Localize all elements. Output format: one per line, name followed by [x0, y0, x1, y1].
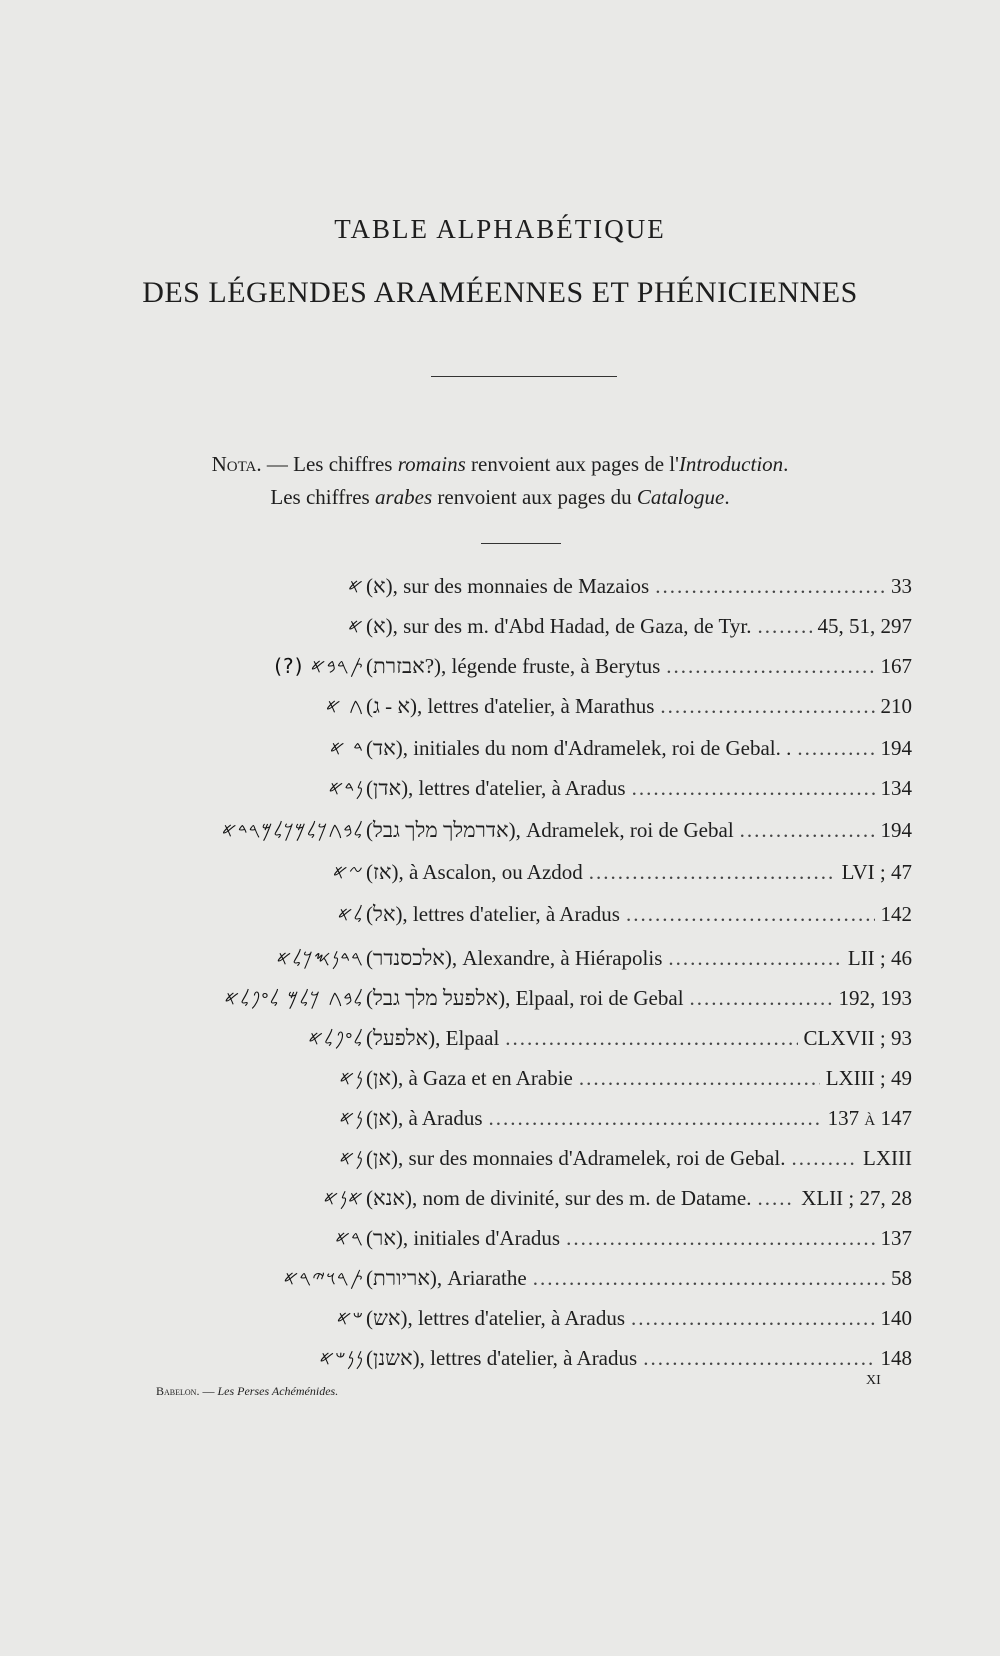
entry-text: (א), sur des monnaies de Mazaios — [366, 574, 650, 598]
dot-leader — [579, 1066, 820, 1091]
entry-text: (אר), initiales d'Aradus — [366, 1226, 561, 1250]
entry-pages: 137 — [880, 1226, 912, 1250]
dot-leader — [631, 1306, 874, 1331]
index-entry — [0, 772, 1000, 812]
phoenician-legend: 𐤕𐤓𐤅𐤉𐤓𐤀 — [283, 1266, 364, 1290]
phoenician-legend: 𐤓𐤀 — [335, 1226, 364, 1250]
index-entry — [0, 732, 1000, 772]
phoenician-legend: 𐤀 — [348, 614, 364, 638]
entry-pages: 33 — [891, 574, 912, 598]
entry-text: (אן), sur des monnaies d'Adramelek, roi de Gebal. — [366, 1146, 786, 1170]
entry-pages: 148 — [880, 1346, 912, 1370]
page-number: XI — [866, 1373, 881, 1388]
entry-pages: 140 — [880, 1306, 912, 1330]
phoenician-legend: 𐤍𐤀 — [339, 1106, 364, 1130]
footer-work-title: Les Perses Achéménides. — [217, 1384, 339, 1398]
entry-pages: LXIII ; 49 — [825, 1066, 912, 1090]
entry-pages: 194 — [880, 736, 912, 760]
phoenician-legend: 𐤀 — [348, 574, 364, 598]
entry-pages: LII ; 46 — [847, 946, 912, 970]
index-entry — [0, 1262, 1000, 1302]
dot-leader — [757, 1186, 795, 1211]
index-entry — [0, 650, 1000, 690]
entry-text: (אריורת), Ariarathe — [366, 1266, 527, 1290]
entry-pages: XLII ; 27, 28 — [801, 1186, 912, 1210]
dot-leader — [757, 614, 811, 639]
dot-leader — [626, 902, 875, 927]
dot-leader — [740, 818, 875, 843]
nota-divider — [481, 543, 561, 544]
dot-leader — [690, 986, 833, 1011]
dot-leader — [655, 574, 885, 599]
nota-block — [0, 448, 1000, 514]
entry-text: (אן), à Gaza et en Arabie — [366, 1066, 573, 1090]
footer-author: Babelon. — [156, 1384, 200, 1398]
dot-leader — [791, 1146, 857, 1171]
nota-label: Nota. — [211, 452, 262, 476]
dot-leader — [632, 776, 875, 801]
index-entry — [0, 1342, 1000, 1382]
index-entry — [0, 1022, 1000, 1062]
entry-pages: 192, 193 — [838, 986, 912, 1010]
entry-text: (א), sur des m. d'Abd Hadad, de Gaza, de Tyr. — [366, 614, 752, 638]
page-subtitle: DES LÉGENDES ARAMÉENNES ET PHÉNICIENNES — [142, 276, 858, 309]
phoenician-legend: 𐤋𐤏𐤐𐤋𐤀 — [308, 1026, 364, 1050]
index-entry — [0, 982, 1000, 1022]
phoenician-legend: 𐤍𐤃𐤀 — [328, 776, 364, 800]
index-entry — [0, 1102, 1000, 1142]
entry-pages: LVI ; 47 — [841, 860, 912, 884]
entry-pages: 194 — [880, 818, 912, 842]
phoenician-legend: 𐤍𐤍𐤔𐤀 — [319, 1346, 364, 1370]
index-entry — [0, 1182, 1000, 1222]
entry-pages: CLXVII ; 93 — [803, 1026, 912, 1050]
entry-pages: 137 à 147 — [827, 1106, 912, 1130]
index-entry — [0, 1222, 1000, 1262]
entry-pages: 210 — [880, 694, 912, 718]
entry-text: (א - ג), lettres d'atelier, à Marathus — [366, 694, 655, 718]
index-entry — [0, 690, 1000, 730]
entry-text: (אלפעל), Elpaal — [366, 1026, 500, 1050]
dot-leader — [566, 1226, 874, 1251]
phoenician-legend: 𐤋𐤀 — [337, 902, 364, 926]
entry-pages: LXIII — [863, 1146, 912, 1170]
phoenician-legend: (?) 𐤕𐤓𐤁𐤀 — [274, 654, 364, 678]
index-entry — [0, 610, 1000, 650]
entry-text: (אדרמלך מלך גבל), Adramelek, roi de Gebal — [366, 818, 734, 842]
index-entry — [0, 1302, 1000, 1342]
entry-pages: 167 — [880, 654, 912, 678]
entry-text: (אש), lettres d'atelier, à Aradus — [366, 1306, 626, 1330]
dot-leader — [797, 736, 874, 761]
dot-leader — [668, 946, 841, 971]
title-divider — [431, 376, 617, 377]
index-entry — [0, 814, 1000, 854]
entry-pages: 134 — [880, 776, 912, 800]
index-entry — [0, 856, 1000, 896]
entry-text: (אן), à Aradus — [366, 1106, 483, 1130]
dot-leader — [589, 860, 836, 885]
index-entry — [0, 942, 1000, 982]
entry-text: (אדן), lettres d'atelier, à Aradus — [366, 776, 626, 800]
entry-text: (אז), à Ascalon, ou Azdod — [366, 860, 583, 884]
phoenician-legend: 𐤆𐤀 — [332, 860, 364, 884]
entry-text: (אבזרת?), légende fruste, à Berytus — [366, 654, 661, 678]
entry-text: (אל), lettres d'atelier, à Aradus — [366, 902, 620, 926]
entry-text: (אלפעל מלך גבל), Elpaal, roi de Gebal — [366, 986, 684, 1010]
dot-leader — [643, 1346, 874, 1371]
phoenician-legend: 𐤓𐤃𐤍𐤎𐤊𐤋𐤀 — [276, 946, 364, 970]
nota-line-2: Les chiffres arabes renvoient aux pages du Catalogue. — [270, 485, 730, 509]
phoenician-legend: 𐤃 𐤀 — [329, 736, 364, 760]
phoenician-legend: 𐤋𐤁𐤂 𐤊𐤋𐤌 𐤋𐤏𐤐𐤋𐤀 — [224, 986, 364, 1010]
entry-text: (אד), initiales du nom d'Adramelek, roi de Gebal. . — [366, 736, 792, 760]
entry-pages: 58 — [891, 1266, 912, 1290]
entry-pages: 45, 51, 297 — [817, 614, 912, 638]
phoenician-legend: 𐤀𐤍𐤀 — [323, 1186, 364, 1210]
phoenician-legend: 𐤋𐤁𐤂𐤊𐤋𐤌𐤊𐤋𐤌𐤓𐤃𐤀 — [221, 818, 364, 842]
entry-pages: 142 — [880, 902, 912, 926]
running-footer: Babelon. — Les Perses Achéménides. — [156, 1384, 339, 1398]
dot-leader — [666, 654, 874, 679]
page-title: TABLE ALPHABÉTIQUE — [334, 214, 666, 244]
entry-text: (אשנן), lettres d'atelier, à Aradus — [366, 1346, 638, 1370]
nota-line-1: Nota. — Les chiffres romains renvoient aux pages de l'Introduction. — [211, 452, 789, 476]
dot-leader — [533, 1266, 885, 1291]
dot-leader — [660, 694, 874, 719]
index-entry — [0, 1062, 1000, 1102]
phoenician-legend: 𐤂 𐤀 — [325, 694, 364, 718]
phoenician-legend: 𐤍𐤀 — [339, 1066, 364, 1090]
phoenician-legend: 𐤍𐤀 — [339, 1146, 364, 1170]
index-entry — [0, 898, 1000, 938]
entry-text: (אנא), nom de divinité, sur des m. de Datame. — [366, 1186, 752, 1210]
index-entry — [0, 570, 1000, 610]
dot-leader — [489, 1106, 822, 1131]
index-entry — [0, 1142, 1000, 1182]
dot-leader — [505, 1026, 797, 1051]
entry-text: (אלכסנדר), Alexandre, à Hiérapolis — [366, 946, 663, 970]
phoenician-legend: 𐤔𐤀 — [336, 1306, 364, 1330]
